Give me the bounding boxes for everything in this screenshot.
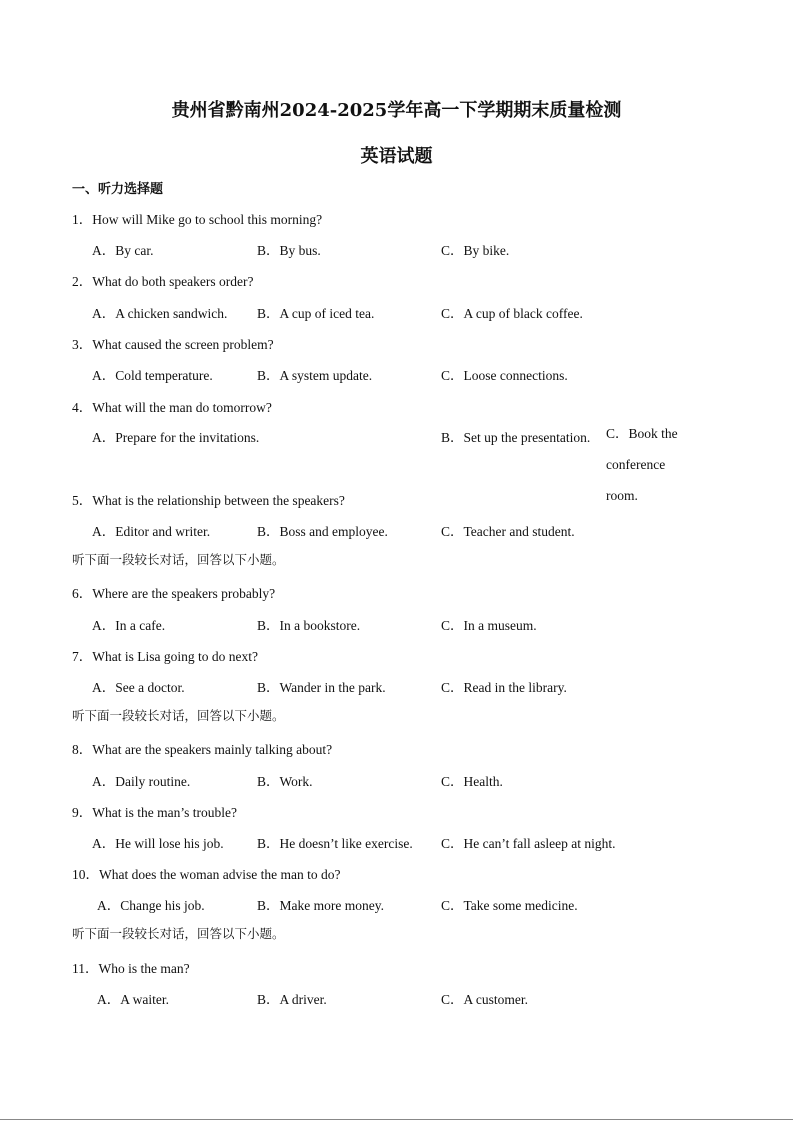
question-text: What will the man do tomorrow? <box>92 400 272 415</box>
question-number: 4． <box>72 400 93 415</box>
option-b: B．Set up the presentation. <box>441 430 591 445</box>
question-8 <box>72 738 332 758</box>
section-heading: 一、听力选择题 <box>72 182 164 197</box>
option-a: A．Daily routine. <box>92 774 191 789</box>
question-4 <box>72 396 272 416</box>
question-number: 7． <box>72 649 93 664</box>
instruction-text: 听下面一段较长对话，回答以下小题。 <box>72 708 285 723</box>
question-9 <box>72 801 237 821</box>
option-a: A．See a doctor. <box>92 680 185 695</box>
question-number: 8． <box>72 742 93 757</box>
option-a: A．A waiter. <box>97 992 169 1007</box>
question-number: 3． <box>72 337 93 352</box>
question-text: What is Lisa going to do next? <box>92 649 258 664</box>
option-c-text: C．Book the conference room. <box>606 426 678 503</box>
option-c: C．Take some medicine. <box>441 898 578 913</box>
option-c: C．In a museum. <box>441 618 537 633</box>
question-number: 9． <box>72 805 93 820</box>
question-number: 5． <box>72 493 93 508</box>
question-1 <box>72 208 322 228</box>
option-a: A．Change his job. <box>97 898 205 913</box>
option-b: B．A system update. <box>257 368 373 383</box>
option-a: A．He will lose his job. <box>92 836 224 851</box>
instruction-text: 听下面一段较长对话，回答以下小题。 <box>72 926 285 941</box>
option-a: A．Cold temperature. <box>92 368 213 383</box>
option-c: C．Read in the library. <box>441 680 567 695</box>
option-c: C．A customer. <box>441 992 528 1007</box>
option-c: C．Loose connections. <box>441 368 568 383</box>
page-subtitle: 英语试题 <box>360 146 433 167</box>
question-number: 1． <box>72 212 93 227</box>
option-b: B．Boss and employee. <box>257 524 388 539</box>
question-number: 2． <box>72 274 93 289</box>
question-text: Who is the man? <box>98 961 190 976</box>
question-6 <box>72 582 275 602</box>
option-b: B．A driver. <box>257 992 327 1007</box>
option-b: B．Make more money. <box>257 898 384 913</box>
page-title: 贵州省黔南州2024-2025学年高一下学期期末质量检测 <box>171 100 622 121</box>
option-c: C．By bike. <box>441 243 510 258</box>
question-number: 10． <box>72 867 99 882</box>
question-text: What is the man’s trouble? <box>92 805 237 820</box>
question-7 <box>72 645 258 665</box>
question-text: What caused the screen problem? <box>92 337 274 352</box>
question-text: What is the relationship between the speakers? <box>92 493 345 508</box>
question-2 <box>72 270 253 290</box>
option-b: B．He doesn’t like exercise. <box>257 836 413 851</box>
option-b: B．By bus. <box>257 243 321 258</box>
option-b: B．A cup of iced tea. <box>257 306 375 321</box>
option-a: A．In a cafe. <box>92 618 166 633</box>
question-number: 11． <box>72 961 99 976</box>
page-bottom-rule <box>0 1119 793 1120</box>
question-number: 6． <box>72 586 93 601</box>
question-5 <box>72 489 345 509</box>
option-b: B．Work. <box>257 774 313 789</box>
option-c: C．Teacher and student. <box>441 524 575 539</box>
question-text: What do both speakers order? <box>92 274 254 289</box>
instruction-text: 听下面一段较长对话，回答以下小题。 <box>72 552 285 567</box>
option-c: C．A cup of black coffee. <box>441 306 583 321</box>
option-a: A．Editor and writer. <box>92 524 211 539</box>
question-text: What are the speakers mainly talking about? <box>92 742 333 757</box>
option-b: B．In a bookstore. <box>257 618 361 633</box>
question-11 <box>72 957 190 977</box>
option-c <box>606 418 682 511</box>
question-text: Where are the speakers probably? <box>92 586 276 601</box>
question-10 <box>72 863 340 883</box>
question-text: What does the woman advise the man to do? <box>99 867 341 882</box>
question-3 <box>72 333 274 353</box>
option-b: B．Wander in the park. <box>257 680 386 695</box>
option-a: A．A chicken sandwich. <box>92 306 228 321</box>
option-c: C．Health. <box>441 774 503 789</box>
option-a: A．By car. <box>92 243 154 258</box>
question-text: How will Mike go to school this morning? <box>92 212 323 227</box>
option-c: C．He can’t fall asleep at night. <box>441 836 616 851</box>
option-a: A．Prepare for the invitations. <box>92 430 260 445</box>
